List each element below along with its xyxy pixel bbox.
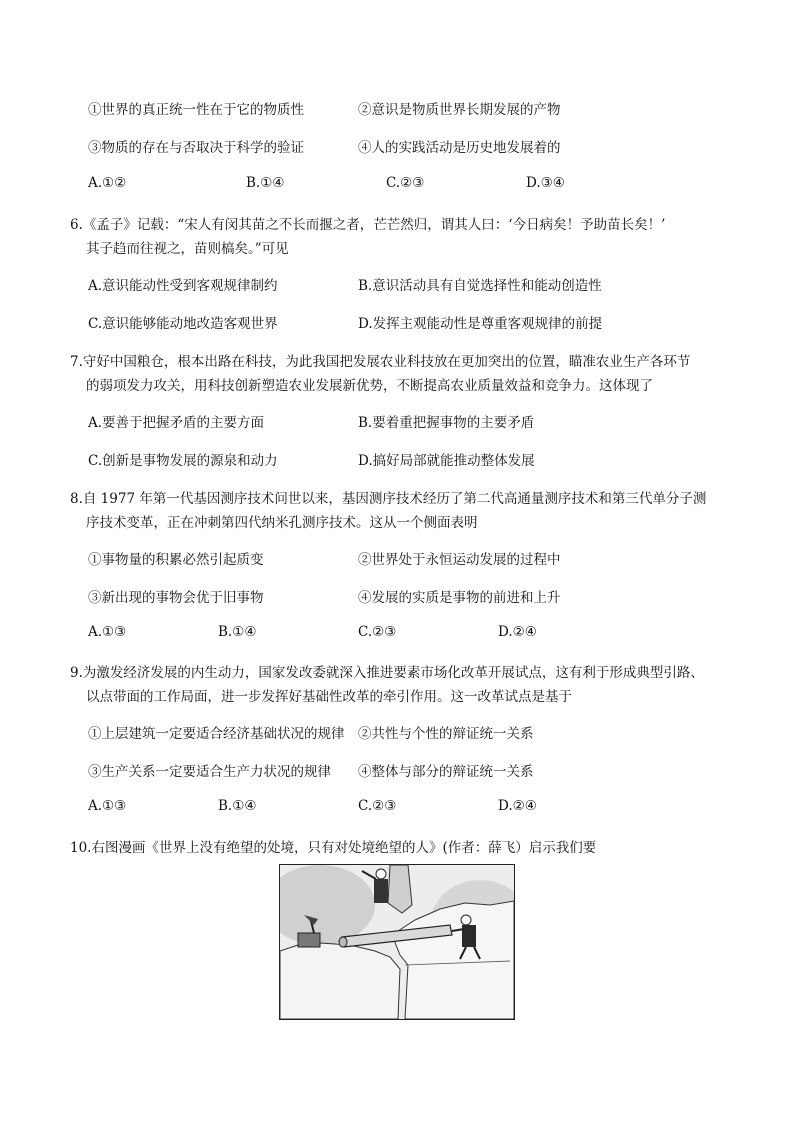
- q5-choice-b: B.①④: [246, 175, 285, 191]
- q9-statement-2: ②共性与个性的辩证统一关系: [358, 726, 534, 742]
- q5-choice-a: A.①②: [88, 175, 127, 191]
- q8-statement-2: ②世界处于永恒运动发展的过程中: [358, 552, 561, 568]
- q6-stem-line-1: 6.《孟子》记载：“宋人有闵其苗之不长而揠之者，芒芒然归，谓其人曰：‘今日病矣！予助苗长矣！’: [70, 217, 666, 233]
- q9-statement-1: ①上层建筑一定要适合经济基础状况的规律: [88, 726, 345, 742]
- comic-illustration: [279, 864, 515, 1020]
- q10-stem-line-1: 10.右图漫画《世界上没有绝望的处境，只有对处境绝望的人》(作者：薛飞）启示我们要: [70, 840, 597, 856]
- q6-stem-line-2: 其子趋而往视之，苗则槁矣。”可见: [86, 241, 289, 257]
- q5-choice-d: D.③④: [526, 175, 565, 191]
- q9-choice-d: D.②④: [498, 798, 537, 814]
- q7-stem-line-1: 7.守好中国粮仓，根本出路在科技，为此我国把发展农业科技放在更加突出的位置，瞄准农业生产各环节: [70, 354, 691, 370]
- q8-choice-a: A.①③: [88, 624, 127, 640]
- q8-choice-b: B.①④: [218, 624, 257, 640]
- q9-stem-line-2: 以点带面的工作局面，进一步发挥好基础性改革的牵引作用。这一改革试点是基于: [86, 689, 572, 705]
- q5-statement-3: ③物质的存在与否取决于科学的验证: [88, 140, 304, 156]
- q9-statement-4: ④整体与部分的辩证统一关系: [358, 764, 534, 780]
- q8-stem-line-1: 8.自 1977 年第一代基因测序技术问世以来，基因测序技术经历了第二代高通量测序技术和第三代单分子测: [70, 491, 707, 507]
- q8-statement-3: ③新出现的事物会优于旧事物: [88, 590, 264, 606]
- q5-statement-4: ④人的实践活动是历史地发展着的: [358, 140, 561, 156]
- q7-choice-a: A.要善于把握矛盾的主要方面: [88, 415, 265, 431]
- q8-choice-d: D.②④: [498, 624, 537, 640]
- q5-statement-2: ②意识是物质世界长期发展的产物: [358, 102, 561, 118]
- q9-choice-c: C.②③: [358, 798, 397, 814]
- q8-stem-line-2: 序技术变革，正在冲刺第四代纳米孔测序技术。这从一个侧面表明: [86, 515, 478, 531]
- q7-choice-b: B.要着重把握事物的主要矛盾: [358, 415, 535, 431]
- q5-choice-c: C.②③: [386, 175, 425, 191]
- q7-choice-d: D.搞好局部就能推动整体发展: [358, 453, 535, 469]
- q8-choice-c: C.②③: [358, 624, 397, 640]
- q9-choice-b: B.①④: [218, 798, 257, 814]
- q9-statement-3: ③生产关系一定要适合生产力状况的规律: [88, 764, 331, 780]
- q9-stem-line-1: 9.为激发经济发展的内生动力，国家发改委就深入推进要素市场化改革开展试点，这有利于形成典型引路、: [70, 665, 704, 681]
- q6-choice-d: D.发挥主观能动性是尊重客观规律的前提: [358, 316, 603, 332]
- q9-choice-a: A.①③: [88, 798, 127, 814]
- q7-choice-c: C.创新是事物发展的源泉和动力: [88, 453, 278, 469]
- q6-choice-b: B.意识活动具有自觉选择性和能动创造性: [358, 278, 602, 294]
- q6-choice-c: C.意识能够能动地改造客观世界: [88, 316, 278, 332]
- q6-choice-a: A.意识能动性受到客观规律制约: [88, 278, 278, 294]
- q7-stem-line-2: 的弱项发力攻关，用科技创新塑造农业发展新优势，不断提高农业质量效益和竞争力。这体现了: [86, 378, 653, 394]
- q8-statement-1: ①事物量的积累必然引起质变: [88, 552, 264, 568]
- q5-statement-1: ①世界的真正统一性在于它的物质性: [88, 102, 304, 118]
- q8-statement-4: ④发展的实质是事物的前进和上升: [358, 590, 561, 606]
